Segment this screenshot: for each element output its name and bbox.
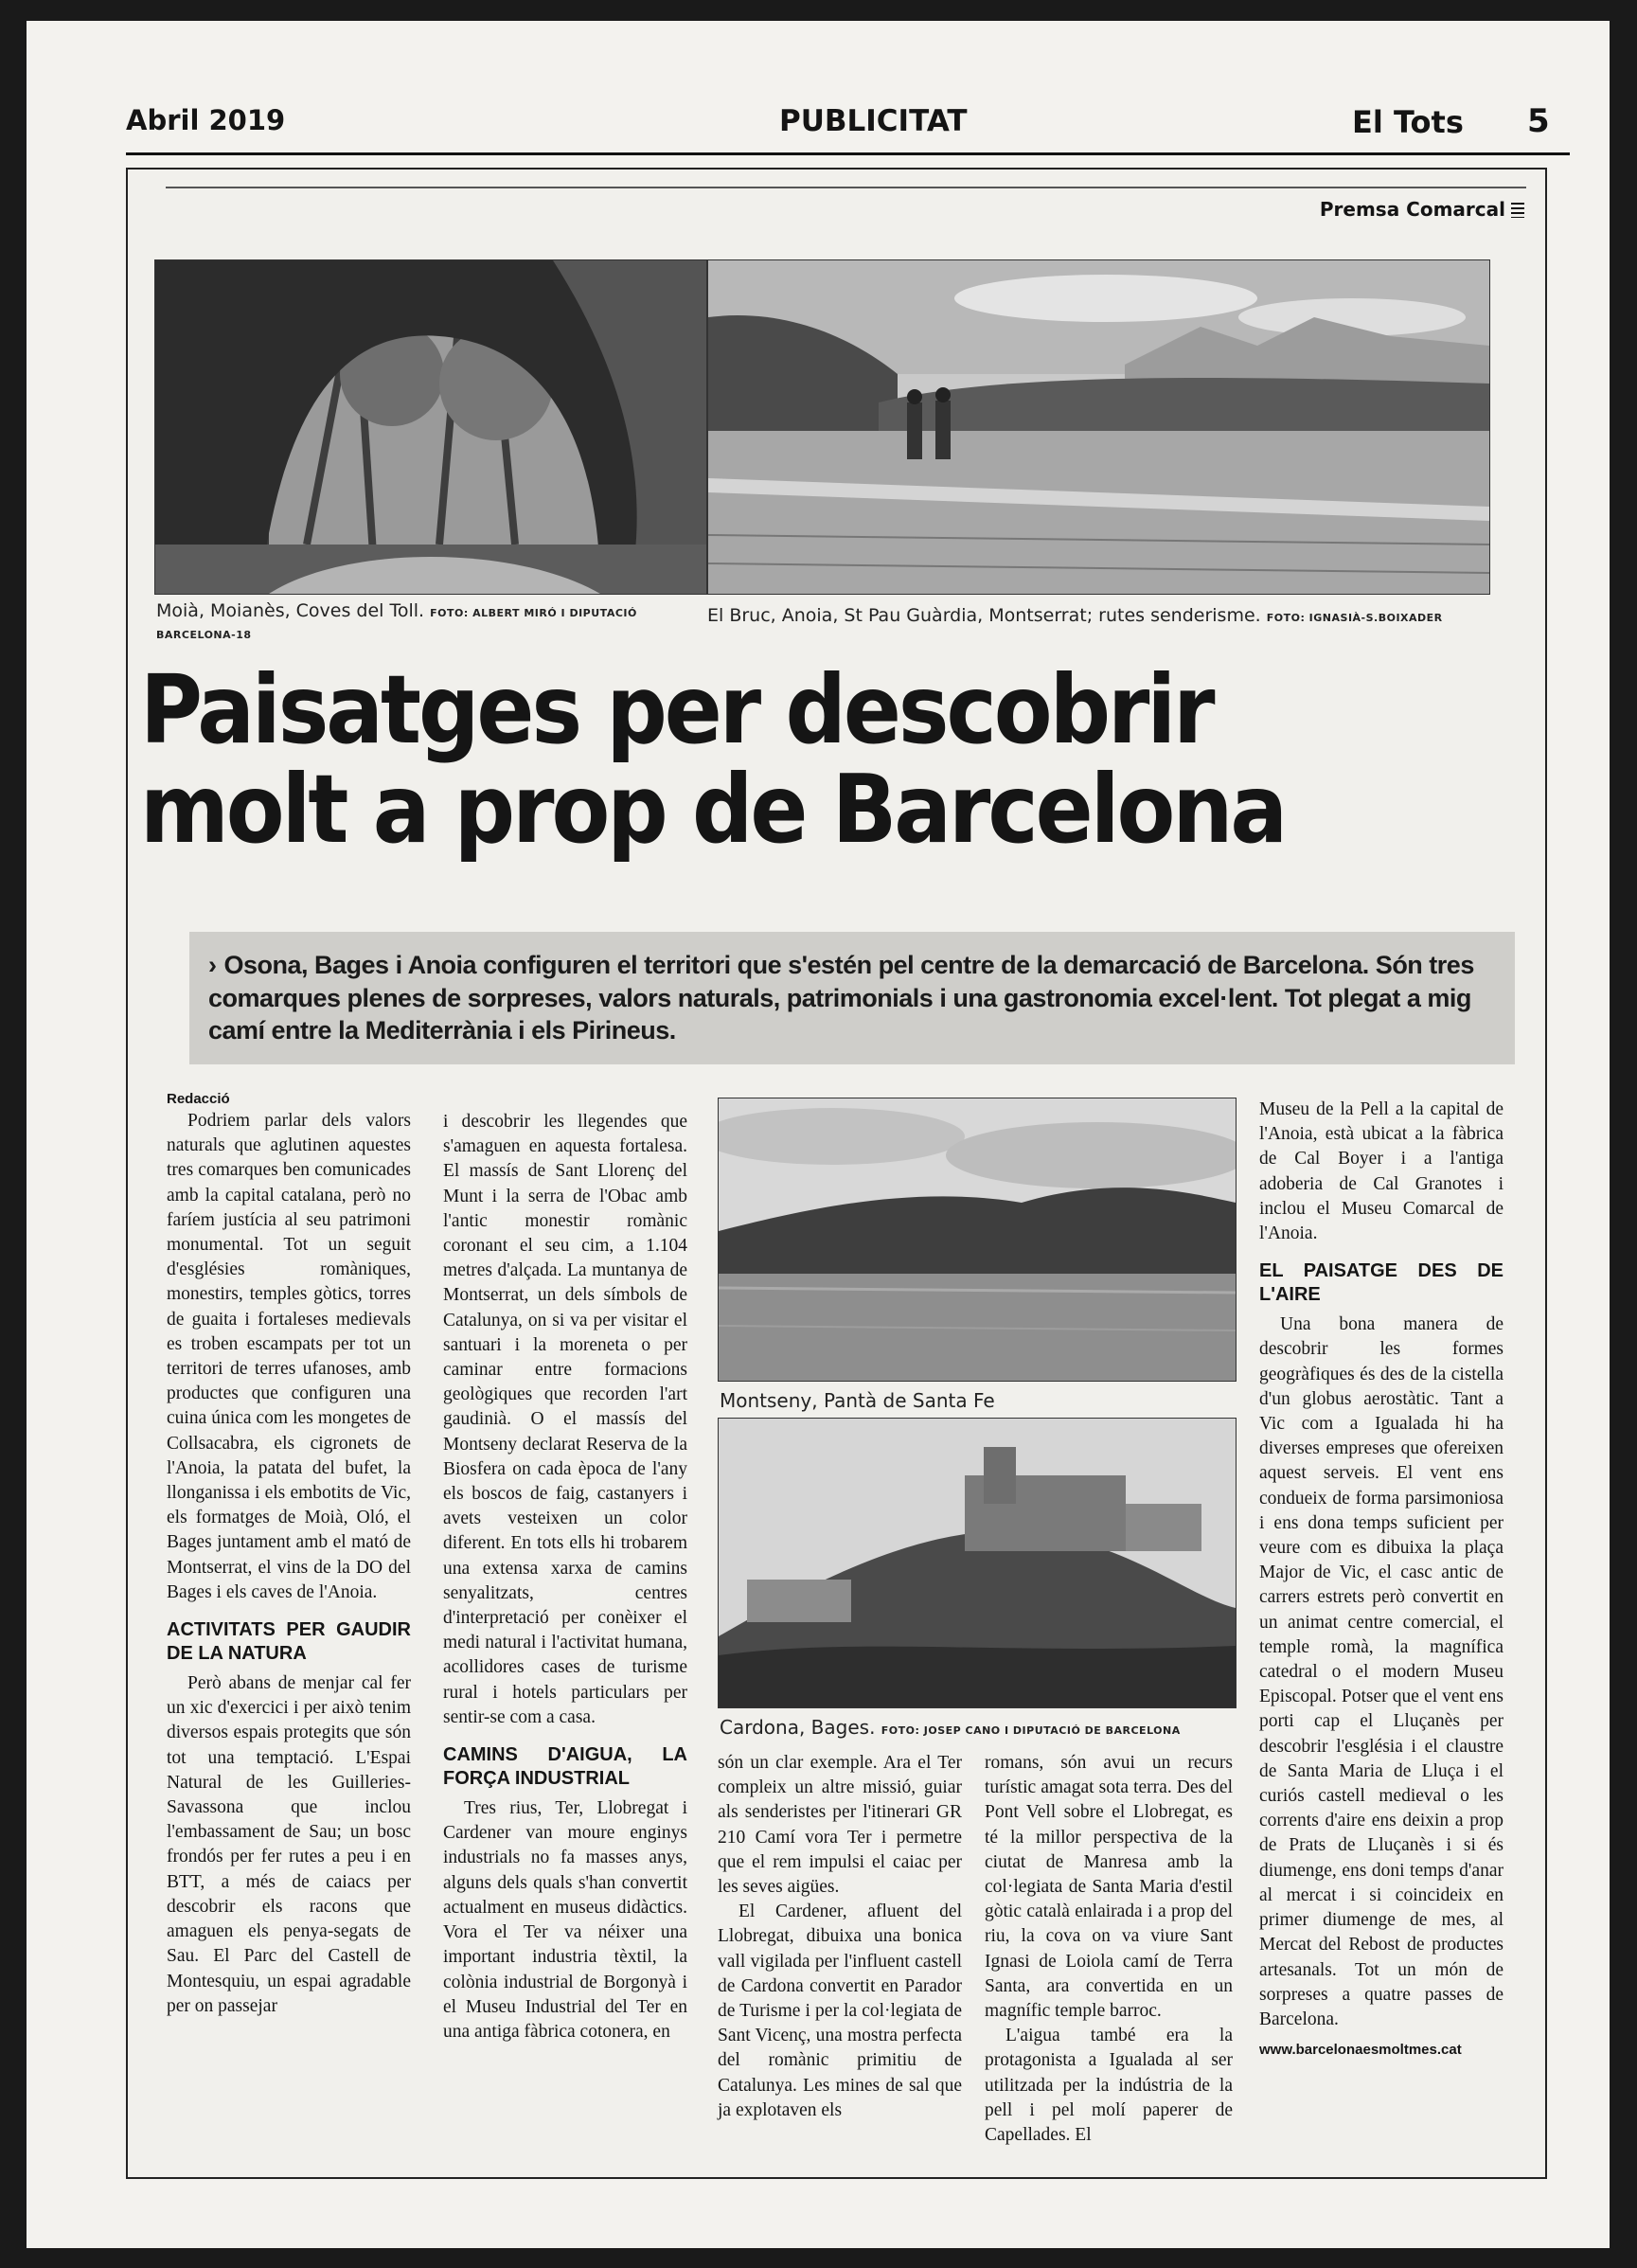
castle-image (719, 1419, 1236, 1707)
website-link[interactable]: www.barcelonaesmoltmes.cat (1259, 2042, 1462, 2059)
section-label: PUBLICITAT (779, 104, 968, 138)
paragraph: i descobrir les llegendes que s'amaguen en aquesta fortalesa. El massís de Sant Llorenç del Munt i la serra de l'Obac amb l'antic monestir romànic coronant el seu cim, a 1.104 metres d'alçada. La muntanya de Montserrat, un dels símbols de Catalunya, on si va per visitar el santuari i la moreneta o per caminar entre formacions geològiques que recorden l'art gaudinià. O el massís del Montseny declarat Reserva de la Biosfera on cada època de l'any els boscos de faig, castanyers i avets vesteixen un color diferent. En tots ells hi trobarem una extensa xarxa de camins senyalitzats, centres d'interpretació per conèixer el medi natural i l'activitat humana, acollidores cases de turisme rural i hotels particulars per sentir-se com a casa. (443, 1112, 687, 1727)
paragraph: Però abans de menjar cal fer un xic d'exercici i per això tenim diversos espais protegits que són tot una temptació. L'Espai Natural de les Guilleries-Savassona que inclou l'embassament de Sau; un bosc frondós per fer rutes a peu i en BTT, a més de caiacs per descobrir els racons que amaguen els penya-segats de Sau. El Parc del Castell de Montesquiu, un espai agradable per on passejar (167, 1673, 411, 2016)
paragraph: Una bona manera de descobrir les formes geogràfiques és des de la cistella d'un globus aerostàtic. Tant a Vic com a Igualada hi ha diverses empreses que ofereixen aquest serveis. El vent ens condueix de forma parsimoniosa i ens dona temps suficient per veure com es dibuixa la plaça Major de Vic, el casc antic de carrers estrets però convertit en un animat centre comercial, el temple romà, la magnífica catedral o el modern Museu Episcopal. Potser que el vent ens porti cap el Lluçanès per descobrir l'església i el claustre de Santa Maria de Lluça i el curiós castell medieval o les corrents d'aire ens deixin a prop de Prats de Lluçanès i si és diumenge, ens doni temps d'anar al mercat i si coincideix en primer diumenge de mes, al Mercat del Rebost de productes artesanals. Tot un món de sorpreses a quatre passes de Barcelona. (1259, 1314, 1504, 2029)
caption-cave: Moià, Moianès, Coves del Toll. FOTO: ALBERT MIRÓ I DIPUTACIÓ BARCELONA-18 (156, 600, 637, 641)
paragraph: Podriem parlar dels valors naturals que aglutinen aquestes tres comarques ben comunicades amb la capital catalana, però no faríem justícia al seu patrimoni monumental. Tot un seguit d'esglésies romàniques, monestirs, temples gòtics, torres de guaita i fortaleses medievals es troben escampats per tot un territori de terres ufanoses, amb productes que configuren una cuina única com les mongetes de Collsacabra, els cigronets de l'Anoia, la patata del bufet, la llonganissa i els embotits de Vic, els formatges de Moià, Oló, el Bages juntament amb el mató de Montserrat, el vins de la DO del Bages i els caves de l'Anoia. (167, 1111, 411, 1602)
photo-hikers (707, 259, 1490, 595)
article-column-3 (718, 1751, 962, 2123)
article-column-2 (443, 1110, 687, 2045)
byline: Redacció (167, 1091, 230, 1107)
publication-name: El Tots (1352, 104, 1464, 140)
article-deck: › Osona, Bages i Anoia configuren el territori que s'estén pel centre de la demarcació de Barcelona. Són tres comarques plenes de sorpreses, valors naturals, patrimonials i una gastronomia excel·lent. Tot plegat a mig camí entre la Mediterrània i els Pirineus. (189, 932, 1515, 1064)
subheading: CAMINS D'AIGUA, LA FORÇA INDUSTRIAL (443, 1744, 687, 1790)
subheading: ACTIVITATS PER GAUDIR DE LA NATURA (167, 1619, 411, 1665)
article-column-5 (1259, 1098, 1504, 2058)
caption-hikers: El Bruc, Anoia, St Pau Guàrdia, Montserrat; rutes senderisme. FOTO: IGNASIÀ-S.BOIXADER (707, 605, 1443, 626)
cave-image (155, 260, 706, 594)
paragraph: Museu de la Pell a la capital de l'Anoia, està ubicat a la fàbrica de Cal Boyer i a l'antiga adoberia de Cal Granotes i inclou el Museu Comarcal de l'Anoia. (1259, 1099, 1504, 1244)
caption-lake: Montseny, Pantà de Santa Fe (720, 1389, 995, 1412)
page-number: 5 (1527, 102, 1550, 140)
newspaper-page (27, 21, 1610, 2248)
frame-top-rule (166, 187, 1526, 188)
caption-hikers-credit: FOTO: IGNASIÀ-S.BOIXADER (1266, 612, 1443, 624)
subheading: EL PAISATGE DES DE L'AIRE (1259, 1260, 1504, 1306)
article-headline: Paisatges per descobrir molt a prop de Barcelona (140, 654, 1286, 865)
hikers-image (708, 260, 1489, 594)
photo-cave (154, 259, 707, 595)
caption-castle-credit: FOTO: JOSEP CANO I DIPUTACIÓ DE BARCELONA (881, 1724, 1181, 1737)
brand-label: Premsa Comarcal (1320, 198, 1524, 221)
article-column-1 (167, 1091, 411, 2019)
paragraph: L'aigua també era la protagonista a Igualada al ser utilitzada per la indústria de la pell i pel molí paperer de Capellades. El (985, 2026, 1233, 2146)
lake-image (719, 1098, 1236, 1381)
paragraph: romans, són avui un recurs turístic amagat sota terra. Des del Pont Vell sobre el Llobregat, es té la millor perspectiva de la ciutat de Manresa amb la col·legiata de Santa Maria d'estil gòtic català enlairada i a prop del riu, la cova on va viure Sant Ignasi de Loiola camí de Terra Santa, ara convertida en un magnífic temple barroc. (985, 1753, 1233, 2022)
article-column-4 (985, 1751, 1233, 2148)
header-rule (126, 152, 1570, 155)
paragraph: El Cardener, afluent del Llobregat, dibuixa una bonica vall vigilada per l'influent castell de Cardona convertit en Parador de Turisme i per la col·legiata de Sant Vicenç, una mostra perfecta del romànic primitiu de Catalunya. Les mines de sal que ja explotaven els (718, 1902, 962, 2120)
menu-lines-icon (1511, 203, 1524, 218)
deck-bullet-icon: › (208, 951, 217, 979)
photo-castle (718, 1418, 1237, 1708)
issue-date: Abril 2019 (126, 104, 286, 136)
paragraph: són un clar exemple. Ara el Ter compleix un altre missió, guiar als senderistes per l'itinerari GR 210 Camí vora Ter i permetre que el rem impulsi el caiac per les seves aigües. (718, 1753, 962, 1898)
caption-castle: Cardona, Bages. FOTO: JOSEP CANO I DIPUTACIÓ DE BARCELONA (720, 1716, 1181, 1739)
paragraph: Tres rius, Ter, Llobregat i Cardener van moure enginys industrials no fa masses anys, alguns dels quals s'han convertit actualment en museus didàctics. Vora el Ter va néixer una important industria tèxtil, la colònia industrial de Borgonyà i el Museu Industrial del Ter en una antiga fàbrica cotonera, en (443, 1798, 687, 2042)
photo-lake (718, 1098, 1237, 1382)
caption-cave-credit: FOTO: ALBERT MIRÓ I DIPUTACIÓ BARCELONA-18 (156, 607, 637, 641)
page-header (126, 76, 1570, 155)
